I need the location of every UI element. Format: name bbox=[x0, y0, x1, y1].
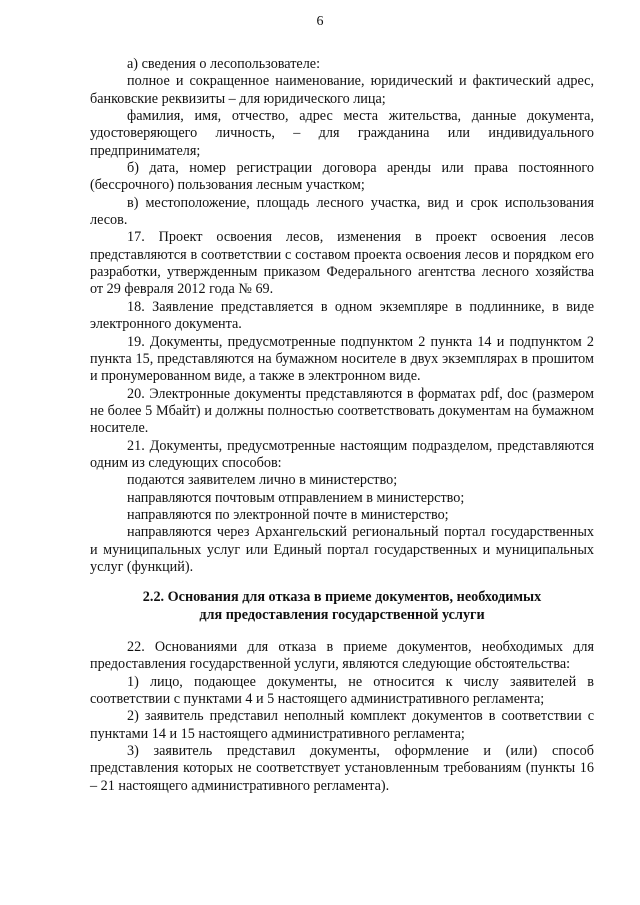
submission-method-portal: направляются через Архангельский региональный портал государственных и муниципальных услуг или Единый портал государственных и муниципальных услуг (функций). bbox=[90, 524, 594, 575]
paragraph-22: 22. Основаниями для отказа в приеме документов, необходимых для предоставления государственной услуги, являются следующие обстоятельства: bbox=[90, 639, 594, 673]
refusal-ground-2: 2) заявитель представил неполный комплект документов в соответствии с пунктами 14 и 15 настоящего административного регламента; bbox=[90, 708, 594, 742]
paragraph-19: 19. Документы, предусмотренные подпунктом 2 пункта 14 и подпунктом 2 пункта 15, представляются на бумажном носителе в двух экземплярах в прошитом и пронумерованном виде, а также в электронном виде. bbox=[90, 333, 594, 385]
paragraph-lease-registration: б) дата, номер регистрации договора аренды или права постоянного (бессрочного) пользования лесным участком; bbox=[90, 160, 594, 194]
paragraph-20: 20. Электронные документы представляются в форматах pdf, doc (размером не более 5 Мбайт) и должны полностью соответствовать документам на бумажном носителе. bbox=[90, 385, 594, 437]
document-body bbox=[90, 56, 594, 795]
paragraph-lessee-info: а) сведения о лесопользователе: bbox=[127, 56, 321, 72]
paragraph-individual: фамилия, имя, отчество, адрес места жительства, данные документа, удостоверяющего личность, – для гражданина или индивидуального предпринимателя; bbox=[90, 108, 594, 159]
section-title-line-2: для предоставления государственной услуги bbox=[199, 606, 485, 623]
refusal-ground-1: 1) лицо, подающее документы, не относится к числу заявителей в соответствии с пунктами 4 и 5 настоящего административного регламента; bbox=[90, 673, 594, 708]
paragraph-17: 17. Проект освоения лесов, изменения в проект освоения лесов представляются в соответствии с составом проекта освоения лесов и порядком его разработки, утвержденным приказом Федерального агентства лесного хозяйства от 29 февраля 2012 года № 69. bbox=[90, 229, 594, 298]
paragraph-location: в) местоположение, площадь лесного участка, вид и срок использования лесов. bbox=[90, 194, 594, 229]
section-title-line-1: 2.2. Основания для отказа в приеме документов, необходимых bbox=[142, 589, 542, 606]
submission-method-email: направляются по электронной почте в министерство; bbox=[127, 506, 449, 523]
submission-method-post: направляются почтовым отправлением в министерство; bbox=[127, 489, 465, 506]
refusal-ground-3: 3) заявитель представил документы, оформление и (или) способ представления которых не соответствует установленным требованиям (пункты 16 – 21 настоящего административного регламента). bbox=[90, 743, 594, 794]
paragraph-21: 21. Документы, предусмотренные настоящим подразделом, представляются одним из следующих способов: bbox=[90, 437, 594, 471]
page-number: 6 bbox=[316, 14, 324, 29]
section-title bbox=[90, 589, 594, 624]
paragraph-18: 18. Заявление представляется в одном экземпляре в подлиннике, в виде электронного документа. bbox=[90, 298, 594, 333]
submission-method-in-person: подаются заявителем лично в министерство; bbox=[127, 472, 398, 489]
paragraph-legal-entity: полное и сокращенное наименование, юридический и фактический адрес, банковские реквизиты – для юридического лица; bbox=[90, 73, 594, 107]
